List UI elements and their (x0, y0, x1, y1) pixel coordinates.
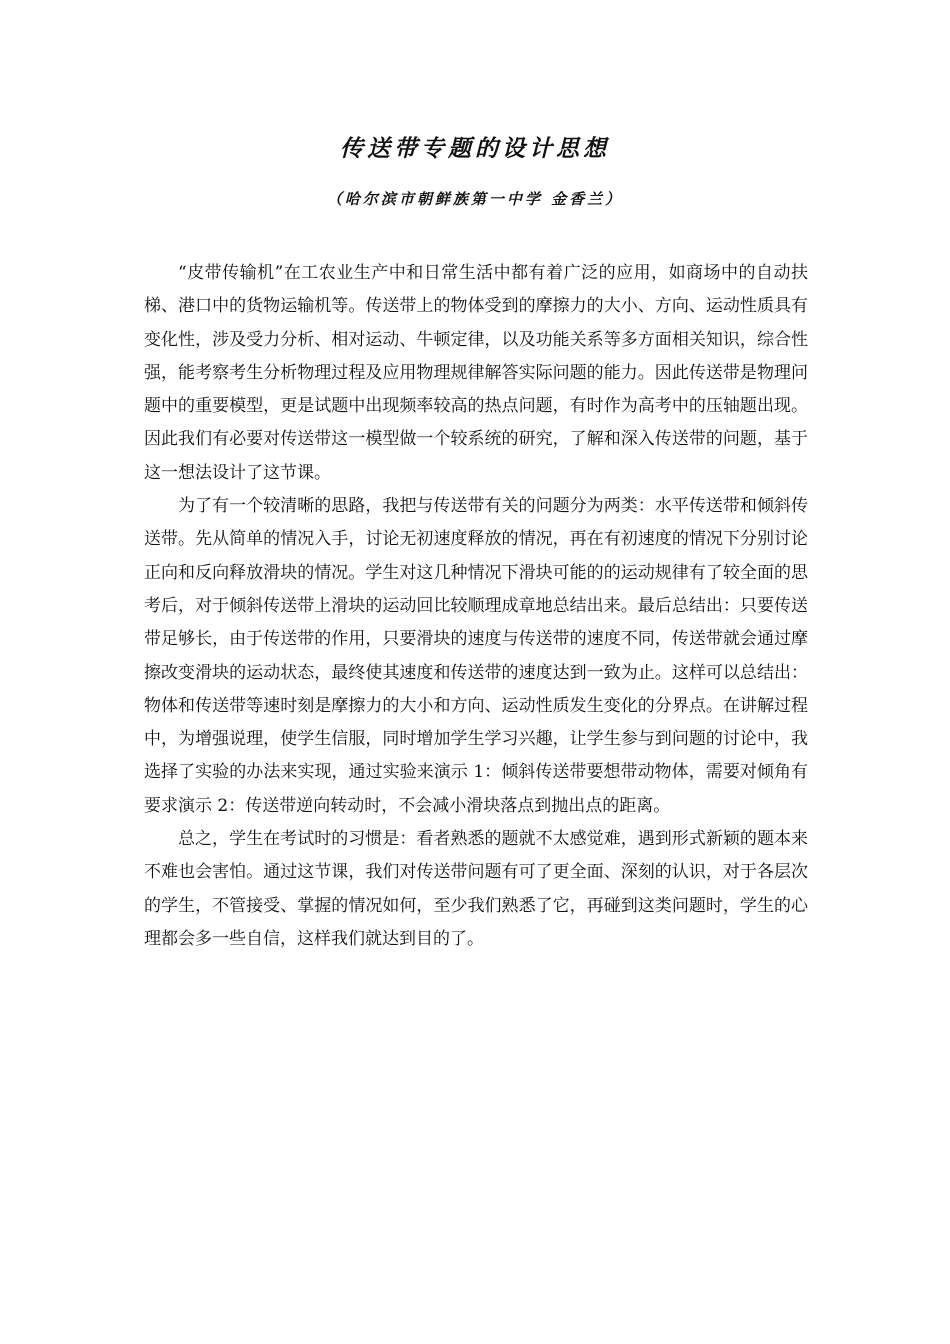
document-body (144, 257, 808, 956)
paragraph-conclusion: 总之，学生在考试时的习惯是：看者熟悉的题就不太感觉难，遇到形式新颖的题本来不难也会害怕。通过这节课，我们对传送带问题有可了更全面、深刻的认识，对于各层次的学生，不管接受、掌握的情况如何，至少我们熟悉了它，再碰到这类问题时，学生的心理都会多一些自信，这样我们就达到目的了。 (144, 829, 808, 949)
paragraph-approach: 为了有一个较清晰的思路，我把与传送带有关的问题分为两类：水平传送带和倾斜传送带。先从简单的情况入手，讨论无初速度释放的情况，再在有初速度的情况下分别讨论正向和反向释放滑块的情况。学生对这几种情况下滑块可能的的运动规律有了较全面的思考后，对于倾斜传送带上滑块的运动回比较顺理成章地总结出来。最后总结出：只要传送带足够长，由于传送带的作用，只要滑块的速度与传送带的速度不同，传送带就会通过摩擦改变滑块的运动状态，最终使其速度和传送带的速度达到一致为止。这样可以总结出：物体和传送带等速时刻是摩擦力的大小和方向、运动性质发生变化的分界点。在讲解过程中，为增强说理，使学生信服，同时增加学生学习兴趣，让学生参与到问题的讨论中，我选择了实验的办法来实现，通过实验来演示 1：倾斜传送带要想带动物体，需要对倾角有要求演示 2：传送带逆向转动时，不会减小滑块落点到抛出点的距离。 (144, 496, 808, 816)
paragraph-intro: “皮带传输机”在工农业生产中和日常生活中都有着广泛的应用，如商场中的自动扶梯、港口中的货物运输机等。传送带上的物体受到的摩擦力的大小、方向、运动性质具有变化性，涉及受力分析、相对运动、牛顿定律，以及功能关系等多方面相关知识，综合性强，能考察考生分析物理过程及应用物理规律解答实际问题的能力。因此传送带是物理问题中的重要模型，更是试题中出现频率较高的热点问题，有时作为高考中的压轴题出现。因此我们有必要对传送带这一模型做一个较系统的研究，了解和深入传送带的问题，基于这一想法设计了这节课。 (144, 263, 808, 483)
document-title: 传送带专题的设计思想 (340, 135, 610, 162)
author-line: （哈尔滨市朝鲜族第一中学 金香兰） (326, 190, 624, 208)
